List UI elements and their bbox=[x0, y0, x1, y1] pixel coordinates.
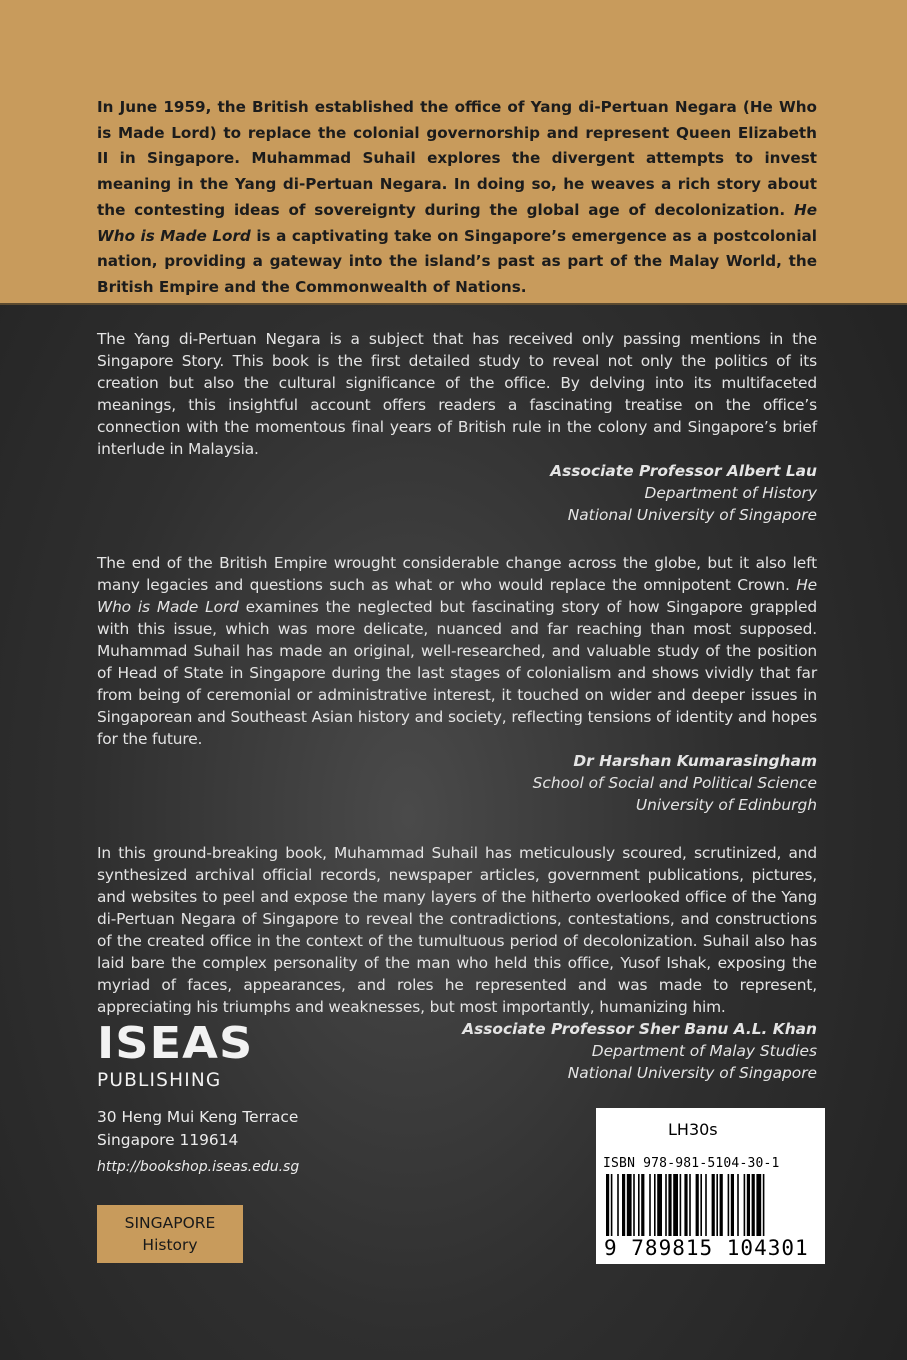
barcode-bar bbox=[638, 1174, 640, 1236]
endorser-name: Associate Professor Sher Banu A.L. Khan bbox=[462, 1020, 817, 1038]
barcode-box bbox=[596, 1108, 825, 1264]
barcode-bar bbox=[684, 1174, 687, 1236]
barcode-bar bbox=[731, 1174, 734, 1236]
barcode-bar bbox=[763, 1174, 765, 1236]
endorsement-lau bbox=[97, 328, 817, 526]
barcode-bar bbox=[696, 1174, 699, 1236]
summary-text-2: is a captivating take on Singapore’s emergence as a postcolonial nation, providing a gateway into the island’s past as part of the Malay World, the British Empire and the Commonwealth of Nations. bbox=[97, 226, 817, 296]
barcode-bar bbox=[680, 1174, 682, 1236]
endorser-institution: National University of Singapore bbox=[567, 506, 817, 524]
endorser-department: Department of History bbox=[644, 484, 817, 502]
barcode-bar bbox=[728, 1174, 730, 1236]
category-label bbox=[97, 1205, 243, 1263]
barcode-bar bbox=[744, 1174, 746, 1236]
barcode-bar bbox=[668, 1174, 671, 1236]
publisher-logo bbox=[97, 1018, 254, 1091]
barcode-bar bbox=[649, 1174, 651, 1236]
barcode-bar bbox=[752, 1174, 755, 1236]
barcode-bar bbox=[756, 1174, 761, 1236]
summary-band bbox=[0, 0, 907, 305]
barcode-code: LH30s bbox=[668, 1120, 718, 1139]
summary-text-1: In June 1959, the British established the office of Yang di-Pertuan Negara (He Who is Made Lord) to replace the colonial governorship and represent Queen Elizabeth II in Singapore. Muhammad Suhail explores the divergent attempts to invest meaning in the Yang di-Pertuan Negara. In doing so, he weaves a rich story about the contesting ideas of sovereignty during the global age of decolonization. bbox=[97, 98, 817, 219]
endorsement-text: In this ground-breaking book, Muhammad Suhail has meticulously scoured, scrutinized, and synthesized archival official records, newspaper articles, government publications, pictures, and websites to peel and expose the many layers of the hitherto overlooked office of the Yang di-Pertuan Negara of Singapore to reveal the contradictions, contestations, and constructions of the created office in the context of the tumultuous period of decolonization. Suhail also has laid bare the complex personality of the man who held this office, Yusof Ishak, exposing the myriad of faces, appearances, and roles he represented and was made to represent, appreciating his triumphs and weaknesses, but most importantly, humanizing him. bbox=[97, 844, 817, 1016]
barcode-bar bbox=[622, 1174, 625, 1236]
barcode-bar bbox=[657, 1174, 662, 1236]
barcode-bar bbox=[747, 1174, 750, 1236]
endorsement-book-title: He Who is Made Lord bbox=[97, 576, 817, 616]
barcode-bar bbox=[617, 1174, 619, 1236]
endorsement-text: The Yang di-Pertuan Negara is a subject that has received only passing mentions in the Singapore Story. This book is the first detailed study to reveal not only the politics of its creation but also the cultural significance of the office. By delving into its multifaceted meanings, this insightful account offers readers a fascinating treatise on the office’s connection with the momentous final years of British rule in the colony and Singapore’s brief interlude in Malaysia. bbox=[97, 330, 817, 458]
barcode-bar bbox=[700, 1174, 702, 1236]
barcode-bar bbox=[705, 1174, 707, 1236]
endorser-name: Dr Harshan Kumarasingham bbox=[573, 752, 817, 770]
publisher-address bbox=[97, 1106, 298, 1152]
endorsement-kumarasingham bbox=[97, 552, 817, 816]
endorsements bbox=[97, 328, 817, 1110]
summary-book-title: He Who is Made Lord bbox=[97, 200, 817, 245]
endorser-department: School of Social and Political Science bbox=[532, 774, 817, 792]
barcode-bar bbox=[689, 1174, 691, 1236]
barcode-bar bbox=[606, 1174, 609, 1236]
barcode-bar bbox=[611, 1174, 613, 1236]
publisher-logo-word: ISEAS bbox=[97, 1018, 254, 1069]
address-line-2: Singapore 119614 bbox=[97, 1131, 239, 1149]
endorsement-attribution bbox=[97, 460, 817, 526]
barcode-bar bbox=[633, 1174, 635, 1236]
endorser-institution: National University of Singapore bbox=[567, 1064, 817, 1082]
barcode-bar bbox=[673, 1174, 678, 1236]
barcode-bar bbox=[641, 1174, 644, 1236]
barcode-bar bbox=[665, 1174, 667, 1236]
barcode-bar bbox=[720, 1174, 723, 1236]
publisher-url: http://bookshop.iseas.edu.sg bbox=[97, 1159, 300, 1175]
publisher-logo-sub: PUBLISHING bbox=[97, 1070, 222, 1091]
endorsement-attribution bbox=[97, 750, 817, 816]
endorser-department: Department of Malay Studies bbox=[591, 1042, 817, 1060]
barcode-bar bbox=[712, 1174, 715, 1236]
endorser-name: Associate Professor Albert Lau bbox=[550, 462, 817, 480]
barcode-bar bbox=[716, 1174, 718, 1236]
endorsement-text bbox=[97, 552, 817, 750]
endorsement-text-b: examines the neglected but fascinating story of how Singapore grappled with this issue, which was more delicate, nuanced and far reaching than most supposed. Muhammad Suhail has made an original, well-researched, and valuable study of the position of Head of State in Singapore during the last stages of colonialism and shows vividly that far from being of ceremonial or administrative interest, it touched on wider and deeper issues in Singaporean and Southeast Asian history and society, reflecting tensions of identity and hopes for the future. bbox=[97, 598, 817, 748]
barcode-bar bbox=[654, 1174, 656, 1236]
book-summary bbox=[97, 95, 817, 301]
address-line-1: 30 Heng Mui Keng Terrace bbox=[97, 1108, 299, 1126]
category-line-2: History bbox=[142, 1236, 198, 1254]
barcode-isbn: ISBN 978-981-5104-30-1 bbox=[603, 1156, 780, 1171]
barcode-digits: 9 789815 104301 bbox=[604, 1236, 809, 1260]
endorser-institution: University of Edinburgh bbox=[635, 796, 817, 814]
endorsement-text-a: The end of the British Empire wrought considerable change across the globe, but it also left many legacies and questions such as what or who would replace the omnipotent Crown. bbox=[97, 554, 817, 594]
barcode-bar bbox=[737, 1174, 739, 1236]
barcode-bar bbox=[627, 1174, 632, 1236]
barcode-bars bbox=[606, 1174, 816, 1236]
category-line-1: SINGAPORE bbox=[124, 1214, 216, 1232]
